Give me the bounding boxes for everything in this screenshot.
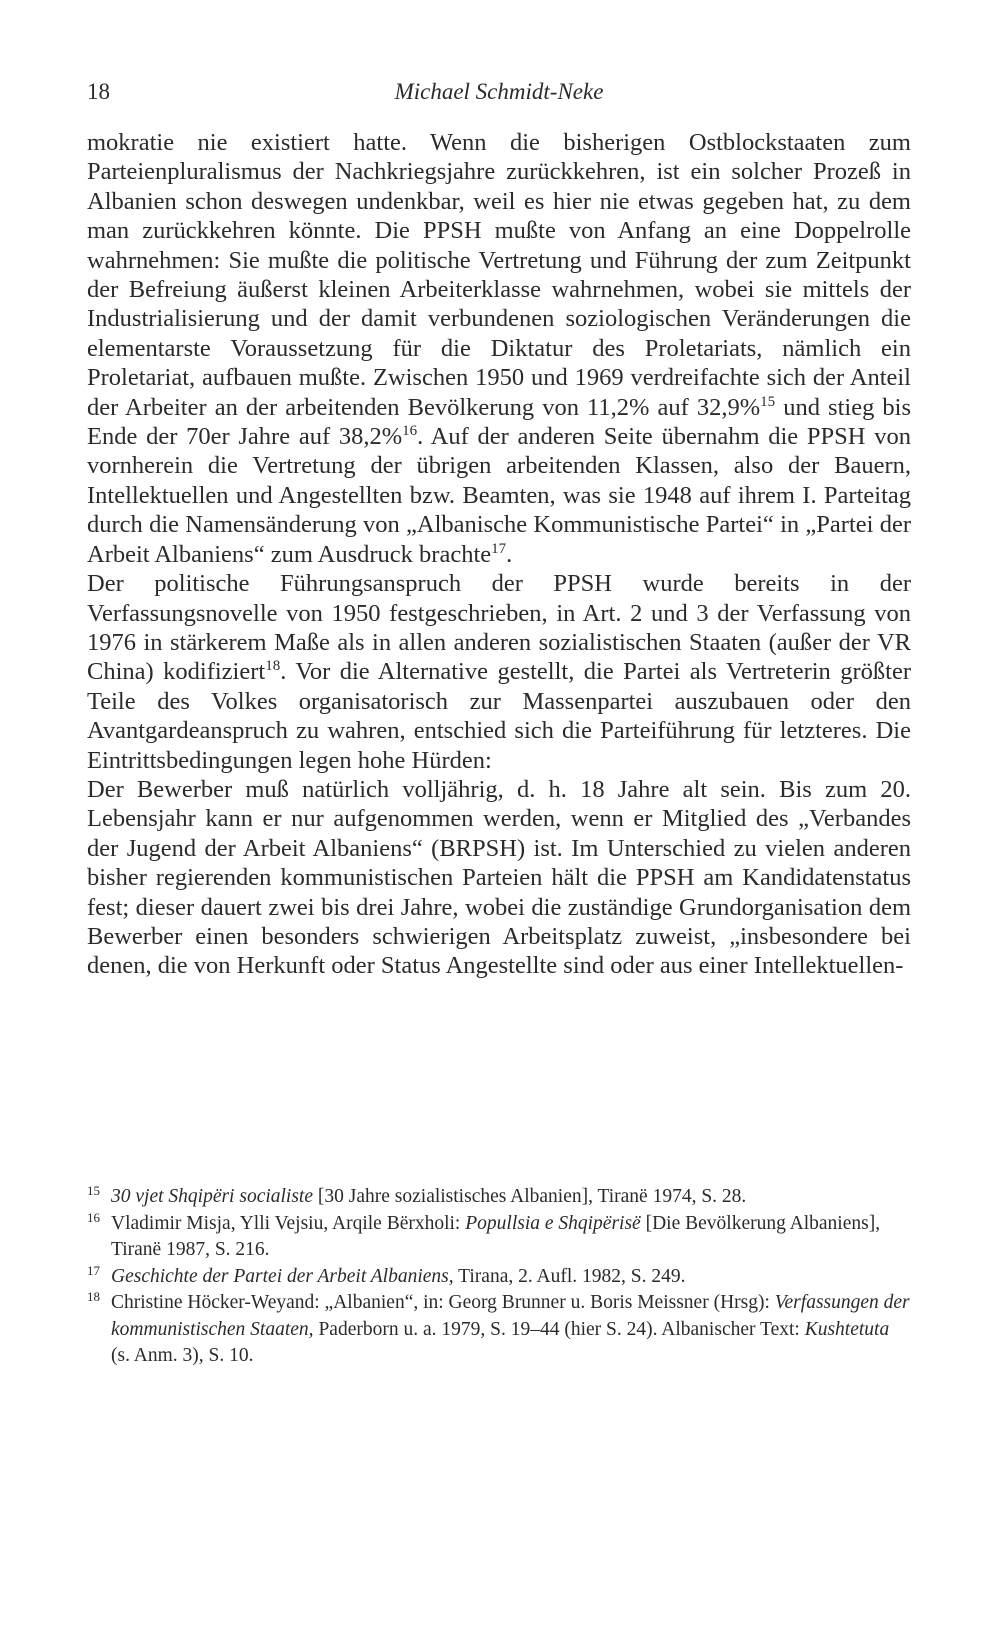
footnote-ref-15: 15 [760,393,776,410]
footnote-number: 15 [87,1183,100,1198]
main-text [87,128,911,981]
running-head: Michael Schmidt-Neke [394,79,604,104]
footnote-15: 15 30 vjet Shqipëri socialiste [30 Jahre sozialistisches Albanien], Tiranë 1974, S. 28. [87,1184,911,1211]
paragraph-3: Der Bewerber muß natürlich volljährig, d. h. 18 Jahre alt sein. Bis zum 20. Lebensjahr kann er nur aufgenommen werden, wenn er Mitglied des „Verbandes der Jugend der Arbeit Albaniens“ (BRPSH) ist. Im Unterschied zu vielen anderen bisher regierenden kommunistischen Parteien hält die PPSH am Kandidatenstatus fest; dieser dauert zwei bis drei Jahre, wobei die zuständige Grundorganisation dem Bewerber einen besonders schwierigen Arbeitsplatz zuweist, „insbesondere bei denen, die von Herkunft oder Status Angestellte sind oder aus einer Intellektuellen- [87,775,911,980]
footnote-ref-17: 17 [491,540,507,557]
footnote-number: 18 [87,1289,100,1304]
footnote-18: 18 Christine Höcker-Weyand: „Albanien“, in: Georg Brunner u. Boris Meissner (Hrsg): Verfassungen der kommunistischen Staaten, Paderborn u. a. 1979, S. 19–44 (hier S. 24). Albanischer Text: Kushtetuta (s. Anm. 3), S. 10. [87,1290,911,1370]
footnote-ref-18: 18 [265,658,281,675]
paragraph-2: Der politische Führungsanspruch der PPSH wurde bereits in der Verfassungsnovelle von 1950 festgeschrieben, in Art. 2 und 3 der Verfassung von 1976 in stärkerem Maße als in allen anderen sozialistischen Staaten (außer der VR China) kodifiziert$^{18}$. Vor die Alternative gestellt, die Partei als Vertreterin größter Teile des Volkes organisatorisch zur Massenpartei auszubauen oder den Avantgardeanspruch zu wahren, entschied sich die Parteiführung für letzteres. Die Eintrittsbedingungen legen hohe Hürden: [87,570,911,774]
footnote-number: 17 [87,1262,100,1278]
footnote-16: 16 Vladimir Misja, Ylli Vejsiu, Arqile Bërxholi: Popullsia e Shqipërisë [Die Bevölkerung Albaniens], Tiranë 1987, S. 216. [87,1211,911,1264]
footnotes [87,1184,911,1370]
footnote-17: 17 Geschichte der Partei der Arbeit Albaniens, Tirana, 2. Aufl. 1982, S. 249. [87,1264,911,1291]
footnote-number: 16 [87,1209,100,1225]
page-number: 18 [87,79,110,104]
page-header [87,74,911,110]
paragraph-1: mokratie nie existiert hatte. Wenn die bisherigen Ostblockstaaten zum Parteienpluralismus der Nachkriegsjahre zurückkehren, ist ein solcher Prozeß in Albanien schon deswegen undenkbar, weil es hier nie etwas gegeben hat, zu dem man zurückkehren könnte. Die PPSH mußte von Anfang an eine Doppelrolle wahrnehmen: Sie mußte die politische Vertretung und Führung der zum Zeitpunkt der Befreiung äußerst kleinen Arbeiterklasse wahrnehmen, wobei sie mittels der Industrialisierung und der damit verbundenen soziologischen Veränderungen die elementarste Voraussetzung für die Diktatur des Proletariats, nämlich ein Proletariat, aufbauen mußte. Zwischen 1950 und 1969 verdreifachte sich der Anteil der Arbeiter an der arbeitenden Bevölkerung von 11,2% auf 32,9%$^{15}$ und stieg bis Ende der 70er Jahre auf 38,2%$^{16}$. Auf der anderen Seite übernahm die PPSH von vornherein die Vertretung der übrigen arbeitenden Klassen, also der Bauern, Intellektuellen und Angestellten bzw. Beamten, was sie 1948 auf ihrem I. Parteitag durch die Namensänderung von „Albanische Kommunistische Partei“ in „Partei der Arbeit Albaniens“ zum Ausdruck brachte$^{17}$. [87,129,911,568]
footnote-ref-16: 16 [402,422,418,439]
